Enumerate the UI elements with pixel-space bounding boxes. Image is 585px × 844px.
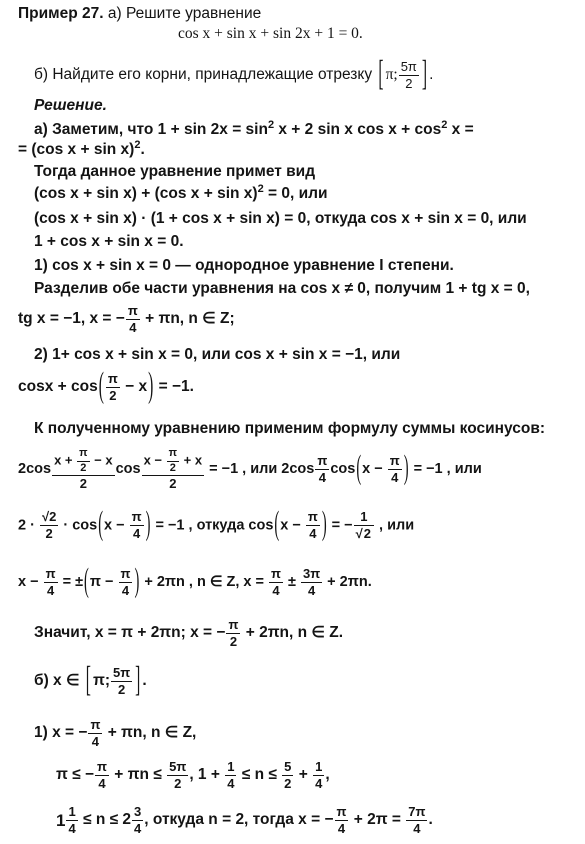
main-equation: cos x + sin x + sin 2x + 1 = 0. bbox=[178, 25, 363, 42]
line-8: Разделив обе части уравнения на cos x ≠ 0, получим 1 + tg x = 0, bbox=[34, 280, 530, 297]
part-b-intro: б) Найдите его корни, принадлежащие отрезку bbox=[34, 66, 373, 84]
line-18: 1) x = − $\frac{\pi}{4}$ + πn, n ∈ Z, bbox=[34, 717, 197, 749]
sum-cos-fraction-2: x − $\frac{\pi}{2}$ + x 2 bbox=[143, 447, 203, 492]
line-2: = (cos x + sin x)$^2$. bbox=[18, 139, 145, 158]
line-6: 1 + cos x + sin x = 0. bbox=[34, 233, 184, 250]
line-15: x − $\frac{\pi}{4}$ = ±(π − $\frac{\pi}{4}$ ) + 2πn , n ∈ Z, x = $\frac{\pi}{4}$ ± $\frac{3\pi}{4}$ + 2πn. bbox=[18, 563, 372, 600]
line-5: (cos x + sin x) · (1 + cos x + sin x) = 0, откуда cos x + sin x = 0, или bbox=[34, 210, 527, 227]
interval-left: π; bbox=[385, 66, 398, 84]
interval-fraction: $\frac{5\pi}{2}$ bbox=[400, 59, 417, 91]
line-12: К полученному уравнению применим формулу суммы косинусов: bbox=[34, 420, 546, 437]
line-3: Тогда данное уравнение примет вид bbox=[34, 163, 316, 180]
line-20: 1 $\frac{1}{4}$ ≤ n ≤ 2 $\frac{3}{4}$ , откуда n = 2, тогда x = − $\frac{\pi}{4}$ + 2π = $\frac{7\pi}{4}$ . bbox=[56, 804, 433, 836]
problem-statement-b: б) Найдите его корни, принадлежащие отрезку [ π; $\frac{5\pi}{2}$ ] . bbox=[34, 55, 434, 95]
line-10: 2) 1+ cos x + sin x = 0, или cos x + sin x = −1, или bbox=[34, 346, 401, 363]
solution-title: Решение. bbox=[34, 97, 107, 114]
line-7: 1) cos x + sin x = 0 — однородное уравнение I степени. bbox=[34, 257, 454, 274]
line-19: π ≤ − $\frac{\pi}{4}$ + πn ≤ $\frac{5\pi}{2}$ , 1 + $\frac{1}{4}$ ≤ n ≤ $\frac{5}{2}$ + $\frac{1}{4}$ , bbox=[56, 759, 330, 791]
line-13: 2cos x + $\frac{\pi}{2}$ − x 2 cos x − $\frac{\pi}{2}$ + x 2 = −1 , или 2cos $\frac{\pi}{4}$ cos(x − $\frac{\pi}{4}$ ) = −1 , или bbox=[18, 447, 482, 492]
line-11: cosx + cos( $\frac{\pi}{2}$ − x) = −1. bbox=[18, 367, 194, 407]
line-17: б) x ∈ [ π; $\frac{5\pi}{2}$ ] . bbox=[34, 661, 147, 701]
problem-statement-a bbox=[18, 6, 261, 22]
sum-cos-fraction-1: x + $\frac{\pi}{2}$ − x 2 bbox=[54, 447, 113, 492]
part-a-intro: а) Решите уравнение bbox=[107, 5, 262, 22]
line-4: (cos x + sin x) + (cos x + sin x)$^2$ = 0, или bbox=[34, 183, 328, 202]
line-1: а) Заметим, что $1 + \sin 2x = \sin^2 x + 2$ sin x $\cos x + \cos^2 x$ = bbox=[34, 119, 474, 138]
line-14: 2 · $\frac{√2}{2}$ · cos(x − $\frac{\pi}{4}$ ) = −1 , откуда cos(x − $\frac{\pi}{4}$ ) = − $\frac{1}{√2}$ , или bbox=[18, 506, 415, 544]
line-16: Значит, x = π + 2πn; x = − $\frac{\pi}{2}$ + 2πn, n ∈ Z. bbox=[34, 617, 343, 649]
line-9: tg x = −1, x = − $\frac{\pi}{4}$ + πn, n ∈ Z; bbox=[18, 303, 235, 335]
example-label: Пример 27. bbox=[18, 5, 104, 22]
